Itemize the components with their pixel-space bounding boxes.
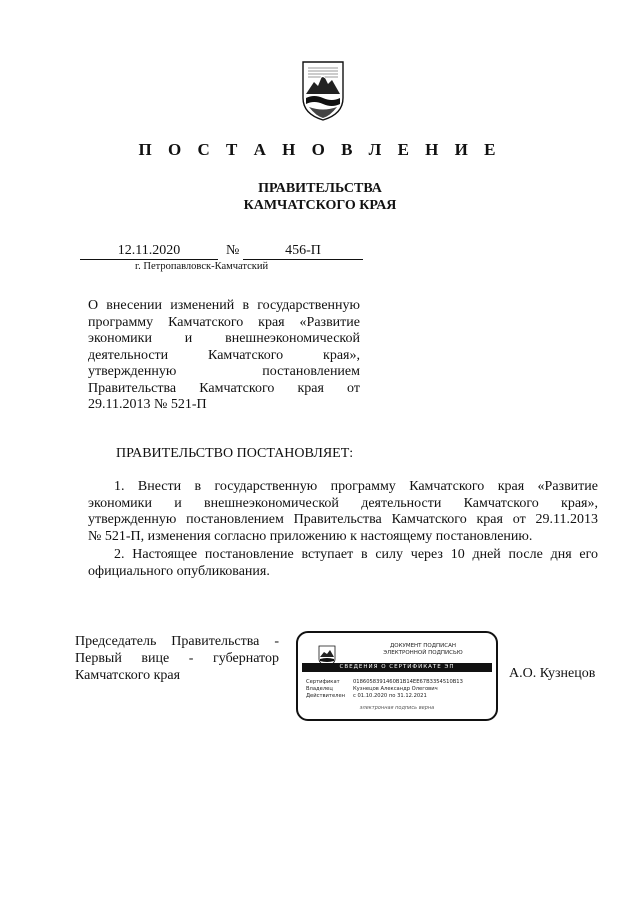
electronic-signature-stamp <box>296 631 498 721</box>
paragraph-line: № 521-П, изменения согласно приложению к настоящему постановлению. <box>88 528 533 544</box>
stamp-label: Действителен <box>306 693 346 699</box>
paragraph-line: 2. Настоящее постановление вступает в силу через 10 дней после дня его <box>114 547 598 562</box>
stamp-footer: электронная подпись верна <box>359 705 435 711</box>
subject-line: 29.11.2013 № 521-П <box>88 397 207 412</box>
stamp-valid-row <box>306 693 427 700</box>
stamp-heading <box>358 643 488 657</box>
signatory-title-line: Председатель Правительства - <box>75 634 279 649</box>
paragraph-line: официального опубликования. <box>88 563 270 579</box>
stamp-value: с 01.10.2020 по 31.12.2021 <box>353 693 427 699</box>
stamp-label: Сертификат <box>306 679 340 685</box>
issuer-name <box>0 180 640 214</box>
stamp-value: 0186058391460B1B14EE67B3354510B13 <box>353 679 463 685</box>
issuer-line-2: КАМЧАТСКОГО КРАЯ <box>243 198 397 213</box>
paragraph-line: утвержденную постановлением Правительства Камчатского края от 29.11.2013 <box>88 512 598 527</box>
stamp-certificate-bar: СВЕДЕНИЯ О СЕРТИФИКАТЕ ЭП <box>302 663 492 672</box>
paragraph-line: 1. Внести в государственную программу Камчатского края «Развитие <box>114 479 598 494</box>
issuer-line-1: ПРАВИТЕЛЬСТВА <box>258 181 382 196</box>
signatory-title-line: Первый вице - губернатор <box>75 651 279 666</box>
stamp-value: Кузнецов Александр Олегович <box>353 686 438 692</box>
signatory-title-line: Камчатского края <box>75 668 181 683</box>
document-date: 12.11.2020 <box>80 242 218 260</box>
document-number: 456-П <box>243 242 363 260</box>
issue-city: г. Петропавловск-Камчатский <box>135 261 269 272</box>
paragraph-line: экономики и внешнеэкономической деятельности Камчатского края», <box>88 495 598 511</box>
subject-line: О внесении изменений в государственную <box>88 298 360 313</box>
subject-line: Правительства Камчатского края от <box>88 380 360 396</box>
document-type-title: П О С Т А Н О В Л Е Н И Е <box>138 140 502 159</box>
signer-name: А.О. Кузнецов <box>509 666 596 681</box>
subject-line: экономики и внешнеэкономической <box>88 331 360 346</box>
stamp-label: Владелец <box>306 686 333 692</box>
stamp-owner-row <box>306 686 438 693</box>
stamp-heading-line: ЭЛЕКТРОННОЙ ПОДПИСЬЮ <box>383 650 463 656</box>
number-sign: № <box>226 243 240 258</box>
subject-line: программу Камчатского края «Развитие <box>88 314 360 330</box>
subject-line: деятельности Камчатского края», <box>88 347 360 363</box>
paragraph-1 <box>88 479 598 545</box>
stamp-cert-row <box>306 679 463 686</box>
signatory-title <box>75 633 279 684</box>
document-subject <box>88 298 360 414</box>
subject-line: утвержденную постановлением <box>88 364 360 379</box>
stamp-heading-line: ДОКУМЕНТ ПОДПИСАН <box>389 643 457 649</box>
kamchatka-emblem-icon <box>300 60 346 122</box>
resolution-heading: ПРАВИТЕЛЬСТВО ПОСТАНОВЛЯЕТ: <box>116 446 354 461</box>
paragraph-2 <box>88 547 598 580</box>
